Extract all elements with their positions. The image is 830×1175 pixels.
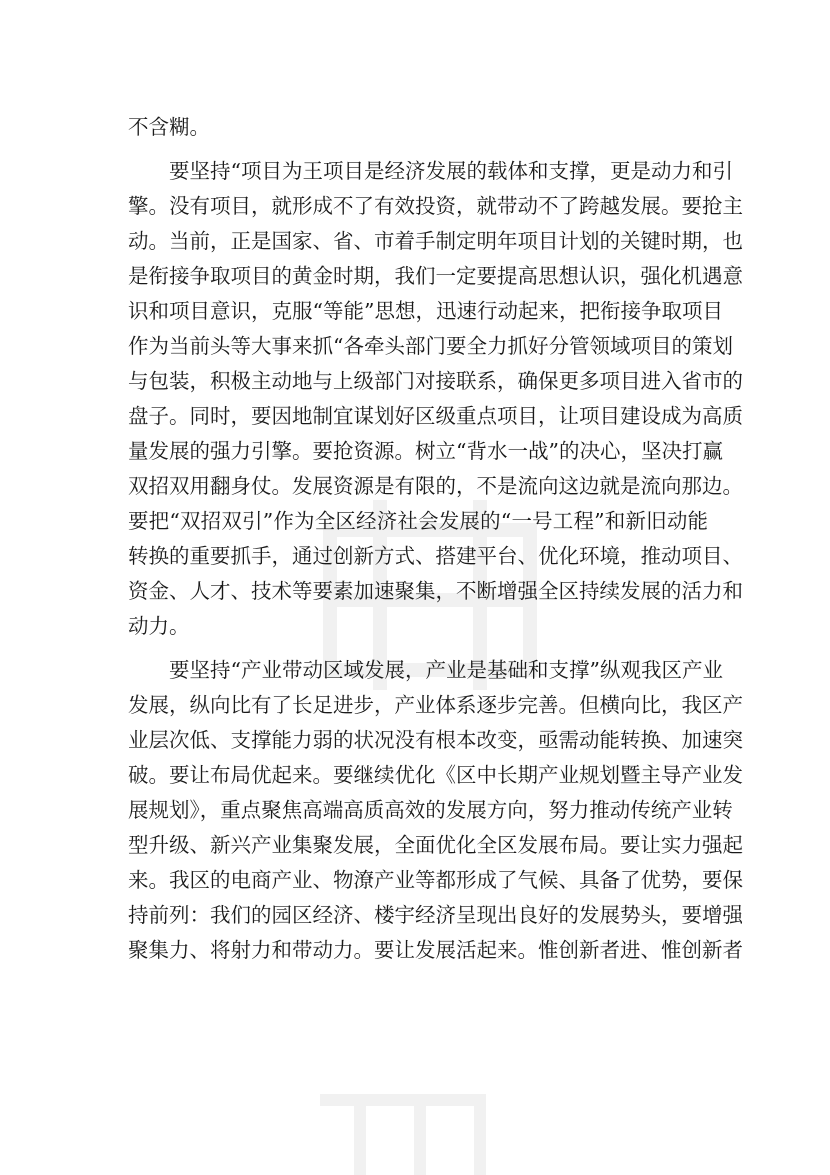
text-line: 识和项目意识，克服“等能”思想，迅速行动起来，把衔接争取项目 [128, 299, 723, 323]
watermark-bottom-icon [300, 1080, 500, 1175]
text-line: 要把“双招双引”作为全区经济社会发展的“一号工程”和新旧动能 [128, 509, 708, 533]
text-line: 要坚持“产业带动区域发展，产业是基础和支撑”纵观我区产业 [169, 658, 723, 682]
text-line: 动。当前，正是国家、省、市着手制定明年项目计划的关键时期，也 [128, 229, 743, 253]
text-line: 持前列：我们的园区经济、楼宇经济呈现出良好的发展势头，要增强 [128, 903, 743, 927]
text-line: 发展，纵向比有了长足进步，产业体系逐步完善。但横向比，我区产 [128, 693, 743, 717]
text-line: 业层次低、支撑能力弱的状况没有根本改变，亟需动能转换、加速突 [128, 728, 743, 752]
text-line: 来。我区的电商产业、物潦产业等都形成了气候、具备了优势，要保 [128, 868, 743, 892]
text-line: 型升级、新兴产业集聚发展，全面优化全区发展布局。要让实力强起 [128, 833, 743, 857]
text-line: 要坚持“项目为王项目是经济发展的载体和支撑，更是动力和引 [169, 159, 733, 183]
text-line: 作为当前头等大事来抓“各牵头部门要全力抓好分管领域项目的策划 [128, 334, 733, 358]
text-line: 破。要让布局优起来。要继续优化《区中长期产业规划暨主导产业发 [128, 763, 743, 787]
text-line: 是衔接争取项目的黄金时期，我们一定要提高思想认识，强化机遇意 [128, 264, 743, 288]
paragraph [128, 653, 743, 968]
document-body [128, 110, 743, 968]
text-line: 不含糊。 [128, 115, 210, 139]
text-line: 擎。没有项目，就形成不了有效投资，就带动不了跨越发展。要抢主 [128, 194, 743, 218]
text-line: 与包装，积极主动地与上级部门对接联系，确保更多项目进入省市的 [128, 369, 743, 393]
text-line: 双招双用翻身仗。发展资源是有限的，不是流向这边就是流向那边。 [128, 474, 743, 498]
paragraph-gap [128, 145, 708, 154]
paragraph-gap [128, 644, 708, 653]
text-line: 展规划》，重点聚焦高端高质高效的发展方向，努力推动传统产业转 [128, 798, 733, 822]
text-line: 资金、人才、技术等要素加速聚集，不断增强全区持续发展的活力和 [128, 579, 743, 603]
text-line: 盘子。同时，要因地制宜谋划好区级重点项目，让项目建设成为高质 [128, 404, 743, 428]
text-line: 转换的重要抓手，通过创新方式、搭建平台、优化环境，推动项目、 [128, 544, 743, 568]
paragraph [128, 154, 743, 644]
text-line: 聚集力、将射力和带动力。要让发展活起来。惟创新者进、惟创新者 [128, 938, 743, 962]
text-line: 动力。 [128, 614, 190, 638]
paragraph [128, 110, 708, 145]
text-line: 量发展的强力引擎。要抢资源。树立“背水一战”的决心，坚决打赢 [128, 439, 723, 463]
